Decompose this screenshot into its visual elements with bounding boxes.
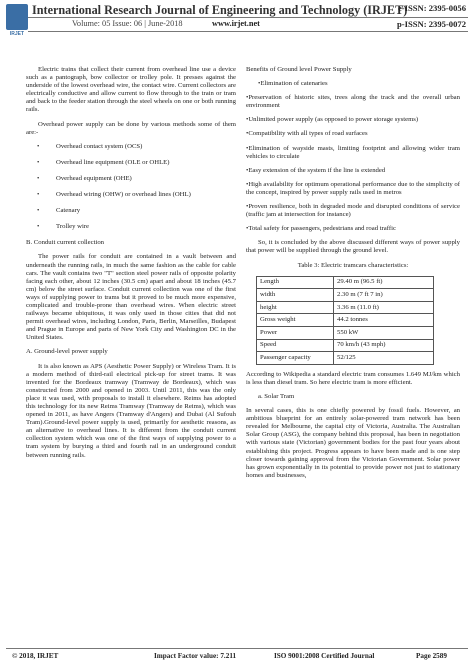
- list-item: • Catenary: [26, 207, 236, 215]
- page-header: [0, 0, 474, 60]
- e-issn: e-ISSN: 2395-0056: [397, 3, 466, 13]
- header-bottom-rule: [28, 31, 468, 32]
- table-cell: 550 kW: [334, 326, 434, 339]
- benefit-item: •Elimination of wayside masts, limiting footprint and allowing wider tram vehicles to circulate: [246, 144, 460, 160]
- benefit-item: •Elimination of catenaries: [258, 80, 328, 88]
- tramcar-characteristics-table: [256, 276, 434, 365]
- section-heading: A. Ground-level power supply: [26, 348, 108, 356]
- section-heading: Benefits of Ground level Power Supply: [246, 66, 352, 73]
- benefit-item: •Easy extension of the system if the line is extended: [246, 166, 386, 174]
- table-cell: 29.40 m (96.5 ft): [334, 276, 434, 289]
- table-cell: Gross weight: [257, 314, 334, 327]
- list-item: • Overhead contact system (OCS): [26, 143, 236, 151]
- section-heading: a. Solar Tram: [258, 392, 295, 400]
- table-cell: 44.2 tonnes: [334, 314, 434, 327]
- paragraph: In several cases, this is one chiefly powered by fossil fuels. However, an ambitious blueprint for an entirely solar-powered tram network has been revealed for Melbourne, the capital city of Victoria, Australia. The Australian Solar Group (ASG), the company behind this proposal, has been in negotiation with various state (Victorian) government bodies for the past four years about establishing this project. Progress appears to have been made and is one step closer towards gaining approval from the Victorian Government. Solar power has grown exponentially in its potential to provide power not just to stationary homes and businesses,: [246, 407, 460, 479]
- table-row: [257, 314, 434, 327]
- journal-title: International Research Journal of Engineering and Technology (IRJET): [32, 3, 408, 17]
- right-column: [246, 66, 460, 486]
- left-column: [26, 66, 236, 466]
- table-row: [257, 301, 434, 314]
- list-item: • Overhead equipment (OHE): [26, 175, 236, 183]
- benefit-item: •Proven resilience, both in degraded mode and disrupted conditions of service (traffic jam at intersection for instance): [246, 203, 460, 219]
- paragraph: Overhead power supply can be done by various methods some of them are:-: [26, 120, 236, 136]
- impact-factor: Impact Factor value: 7.211: [154, 652, 237, 660]
- table-cell: width: [257, 289, 334, 302]
- table-cell: Speed: [257, 339, 334, 352]
- overhead-methods-list: [26, 143, 236, 232]
- table-cell: 3.36 m (11.0 ft): [334, 301, 434, 314]
- paragraph: The power rails for conduit are contained in a vault between and underneath the running rails, in much the same fashion as the cable for cable cars. The vault contains two "T" section steel power rails of opposite polarity facing each other, about 12 inches (30.5 cm) apart and about 18 inches (45.7 cm) below the street surface. Conduit current collection was one of the first ways of supplying power to trams but it proved to be much more expensive, complicated and trouble-prone than overhead wires. When electric street railways became ubiquitous, it was only used in those cities that did not permit overhead wires, including London, Paris, Berlin, Marseilles, Budapest and Prague in Europe and parts of New York City and Washington DC in the United States.: [26, 253, 236, 342]
- table-cell: 70 km/h (43 mph): [334, 339, 434, 352]
- header-divider: [28, 17, 468, 18]
- table-cell: height: [257, 301, 334, 314]
- iso-certification: ISO 9001:2008 Certified Journal: [274, 652, 375, 660]
- paragraph: According to Wikipedia a standard electric tram consumes 1.649 MJ/km which is less than diesel tram. So here electric tram is more efficient.: [246, 370, 460, 386]
- table-cell: Length: [257, 276, 334, 289]
- journal-logo: IRJET: [6, 4, 28, 42]
- benefit-item: •Compatibility with all types of road surfaces: [246, 130, 368, 138]
- benefit-item: •Total safety for passengers, pedestrians and road traffic: [246, 225, 396, 233]
- table-cell: Passenger capacity: [257, 352, 334, 365]
- benefit-item: •Unlimited power supply (as opposed to power storage systems): [246, 116, 419, 124]
- list-item: • Overhead line equipment (OLE or OHLE): [26, 159, 236, 167]
- table-row: [257, 289, 434, 302]
- p-issn: p-ISSN: 2395-0072: [397, 19, 466, 29]
- journal-website[interactable]: www.irjet.net: [212, 19, 260, 28]
- table-row: [257, 276, 434, 289]
- table-cell: 2.30 m (7 ft 7 in): [334, 289, 434, 302]
- list-item: • Overhead wiring (OHW) or overhead lines (OHL): [26, 191, 236, 199]
- volume-info: Volume: 05 Issue: 06 | June-2018: [72, 19, 183, 28]
- table-cell: 52/125: [334, 352, 434, 365]
- footer-divider: [6, 648, 468, 649]
- table-row: [257, 352, 434, 365]
- paragraph: So, it is concluded by the above discussed different ways of power supply that power will be supplied through the ground level.: [246, 239, 460, 255]
- paragraph: Electric trains that collect their current from overhead line use a device such as a pantograph, bow collector or trolley pole. It presses against the underside of the lowest overhead wire, the contact wire. Current collectors are electrically conductive and allow current to flow through to the train or tram and back to the feeder station through the steel wheels on one or both running rails.: [26, 66, 236, 114]
- benefit-item: •High availability for optimum operational performance due to the simplicity of the concept, inspired by power supply rails used in metros: [246, 180, 460, 196]
- section-heading: B. Conduit current collection: [26, 239, 105, 247]
- copyright: © 2018, IRJET: [12, 652, 59, 660]
- page-number: Page 2589: [416, 652, 447, 660]
- list-item: • Trolley wire: [26, 223, 236, 231]
- benefit-item: •Preservation of historic sites, trees along the track and the overall urban environment: [246, 94, 460, 110]
- paragraph: It is also known as APS (Aesthetic Power Supply) or Wireless Tram. It is a modern method of third-rail electrical pick-up for street trams. It was invented for the Bordeaux tramway (Tramway de Bordeaux), which was constructed from 2000 and opened in 2003. Until 2011, this was the only place it was used, with proposals to install it elsewhere. Reims has adopted this technology for its new Reims Tramway (Tramway de Reims), which was opened in 2011, as have Angers (Tramway d'Angers) and Dubai (Al Sufouh Tram).Ground-level power supply is used, primarily for aesthetic reasons, as an alternative to overhead lines. It is different from the conduit current collection system which was one of the first ways of supplying power to a tram system by burying a third and fourth rail in an underground conduit between running rails.: [26, 362, 236, 459]
- table-cell: Power: [257, 326, 334, 339]
- page-footer: [0, 648, 474, 662]
- table-row: [257, 339, 434, 352]
- table-row: [257, 326, 434, 339]
- table-title: Table 3: Electric tramcars characteristics:: [297, 261, 409, 269]
